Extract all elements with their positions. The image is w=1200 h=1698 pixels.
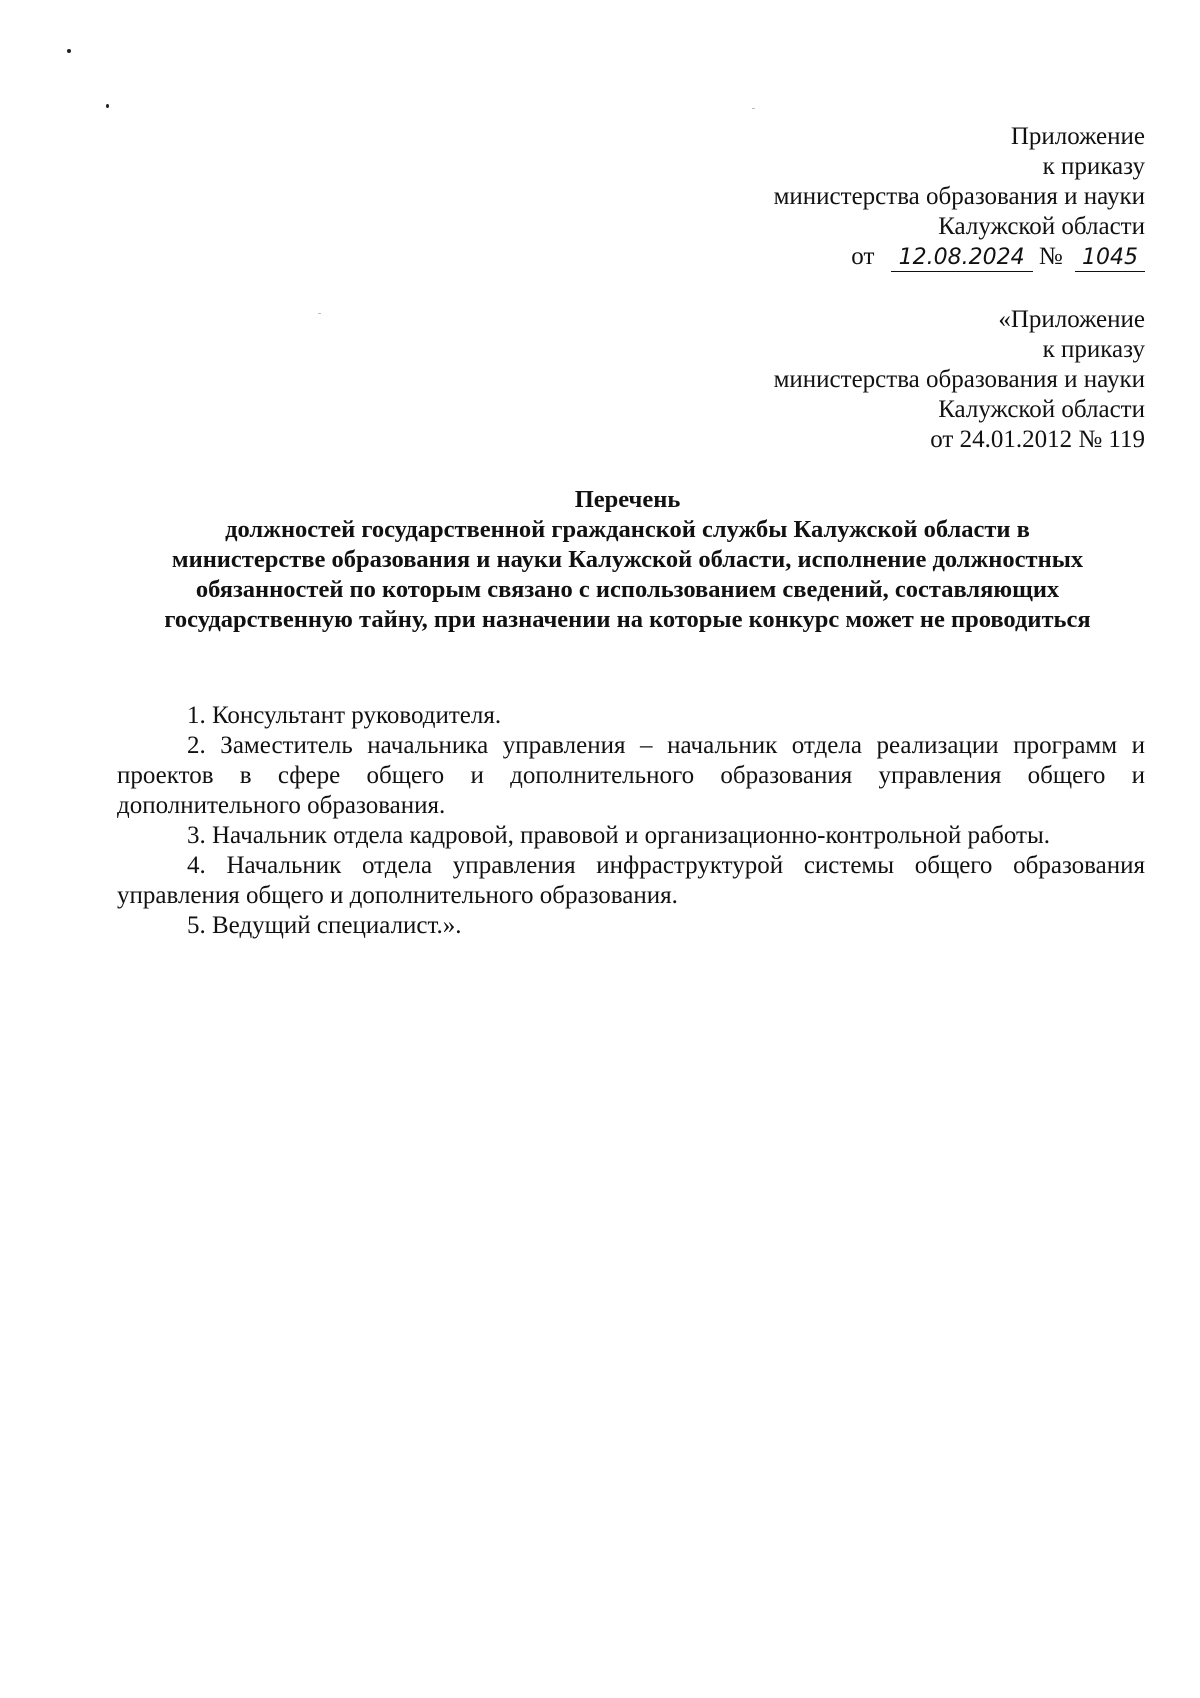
handwritten-date: 12.08.2024 xyxy=(891,245,1033,272)
list-item: 2. Заместитель начальника управления – начальник отдела реализации программ и проектов в сфере общего и дополнительного образования управления общего и дополнительного образования. xyxy=(117,732,1145,819)
quoted-appendix-header xyxy=(774,305,1145,455)
appendix-header xyxy=(774,122,1145,272)
list-item: 3. Начальник отдела кадровой, правовой и организационно-контрольной работы. xyxy=(187,822,1050,849)
appendix-date-line xyxy=(774,242,1145,272)
positions-list xyxy=(117,701,1145,941)
quoted-order-ref: к приказу xyxy=(1042,336,1145,363)
date-prefix: от xyxy=(851,243,875,270)
appendix-label: Приложение xyxy=(1010,123,1145,150)
title-line: обязанностей по которым связано с использованием сведений, составляющих xyxy=(195,576,1060,603)
quoted-region: Калужской области xyxy=(938,396,1145,423)
scan-speck xyxy=(106,104,109,108)
document-title xyxy=(110,485,1145,635)
list-item: 5. Ведущий специалист.». xyxy=(187,912,462,939)
title-line: должностей государственной гражданской службы Калужской области в xyxy=(225,516,1030,543)
list-item: 4. Начальник отдела управления инфраструктурой системы общего образования управления общего и дополнительного образования. xyxy=(117,852,1145,909)
scan-mark xyxy=(318,313,321,314)
quoted-ministry: министерства образования и науки xyxy=(773,366,1145,393)
scan-speck xyxy=(67,49,71,53)
scan-mark xyxy=(752,108,755,109)
title-line: государственную тайну, при назначении на которые конкурс может не проводиться xyxy=(164,606,1091,633)
title-heading: Перечень xyxy=(574,486,681,513)
handwritten-number: 1045 xyxy=(1075,245,1145,272)
list-item: 1. Консультант руководителя. xyxy=(187,702,502,729)
quoted-date-number: от 24.01.2012 № 119 xyxy=(930,426,1145,453)
appendix-ministry: министерства образования и науки xyxy=(773,183,1145,210)
quoted-appendix-label: «Приложение xyxy=(998,306,1145,333)
appendix-region: Калужской области xyxy=(938,213,1145,240)
title-line: министерстве образования и науки Калужской области, исполнение должностных xyxy=(171,546,1084,573)
appendix-order-ref: к приказу xyxy=(1042,153,1145,180)
number-label: № xyxy=(1038,243,1063,270)
